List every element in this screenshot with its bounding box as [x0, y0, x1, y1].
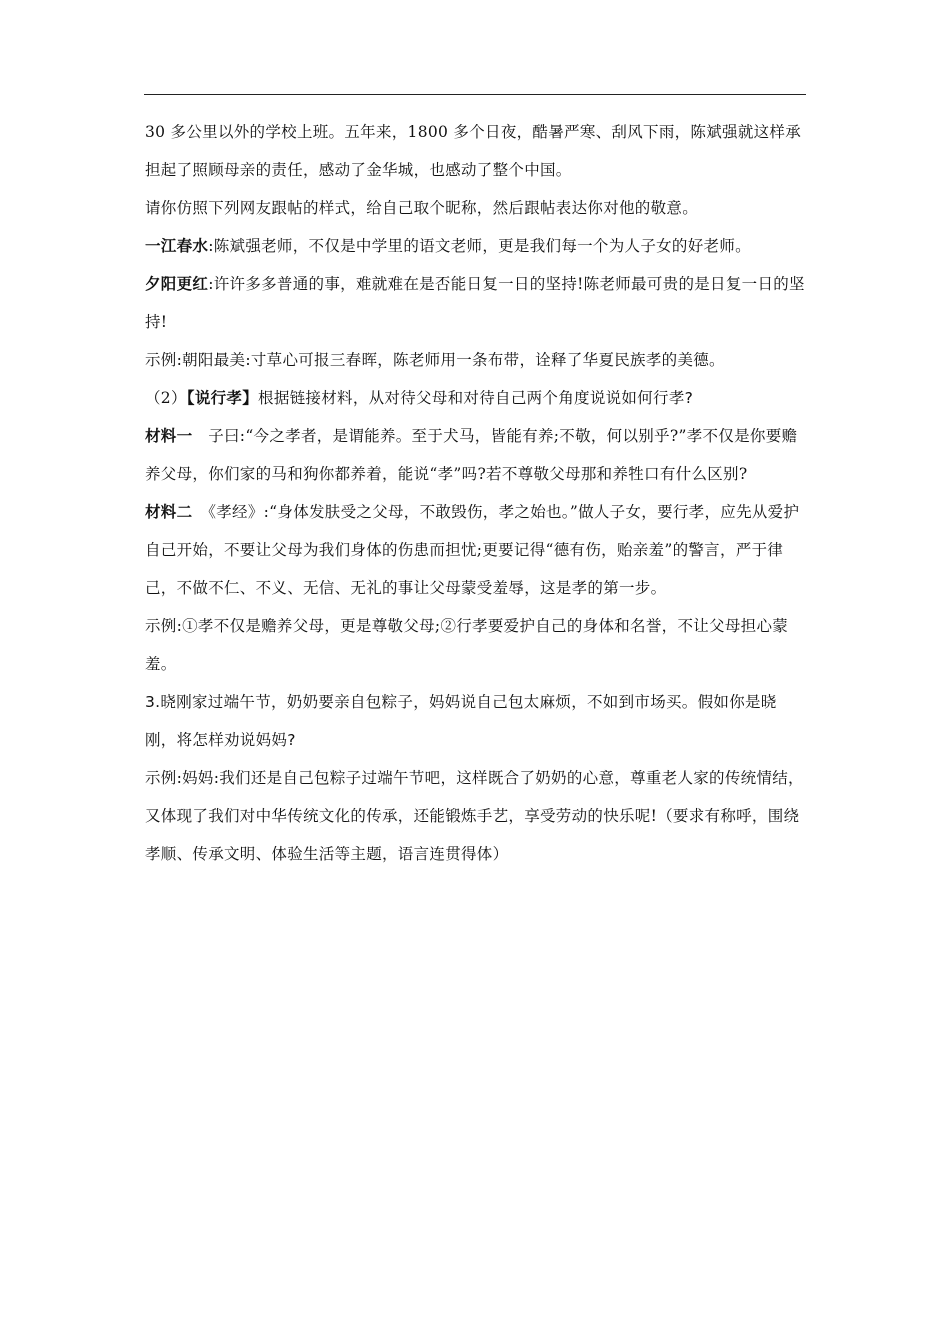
answer-example-2	[145, 607, 807, 683]
question-tag: 【说行孝】	[186, 389, 259, 407]
instruction-text: 请你仿照下列网友跟帖的样式，给自己取个昵称，然后跟帖表达你对他的敬意。	[145, 199, 699, 217]
netizen-post-1	[145, 227, 807, 265]
header-rule	[144, 94, 806, 95]
question-3	[145, 683, 807, 759]
question-text: 3.晓刚家过端午节，奶奶要亲自包粽子，妈妈说自己包太麻烦，不如到市场买。假如你是晓刚，将怎样劝说妈妈?	[145, 693, 777, 749]
material-text: 《孝经》:“身体发肤受之父母，不敢毁伤，孝之始也。”做人子女，要行孝，应先从爱护自己开始，不要让父母为我们身体的伤患而担忧;更要记得“德有伤，贻亲羞”的警言，严于律己，不做不仁、不义、无信、无礼的事让父母蒙受羞辱，这是孝的第一步。	[145, 503, 800, 597]
question-2	[145, 379, 807, 417]
question-text: 根据链接材料，从对待父母和对待自己两个角度说说如何行孝?	[258, 389, 694, 407]
example-text: 示例:妈妈:我们还是自己包粽子过端午节吧，这样既合了奶奶的心意，尊重老人家的传统情结，又体现了我们对中华传统文化的传承，还能锻炼手艺，享受劳动的快乐呢!（要求有称呼，围绕孝顺、传承文明、体验生活等主题，语言连贯得体）	[145, 769, 804, 863]
answer-example-1	[145, 341, 807, 379]
post-nickname: 夕阳更红	[145, 275, 209, 293]
paragraph-instruction	[145, 189, 807, 227]
material-1	[145, 417, 807, 493]
example-text: 示例:①孝不仅是赡养父母，更是尊敬父母;②行孝要爱护自己的身体和名誉，不让父母担心蒙羞。	[145, 617, 789, 673]
material-label: 材料二	[145, 503, 193, 521]
question-number: （2）	[145, 389, 187, 407]
post-text: :许许多多普通的事，难就难在是否能日复一日的坚持!陈老师最可贵的是日复一日的坚持!	[145, 275, 805, 331]
post-text: :陈斌强老师，不仅是中学里的语文老师，更是我们每一个为人子女的好老师。	[208, 237, 751, 255]
material-2	[145, 493, 807, 607]
document-body	[145, 113, 807, 873]
answer-example-3	[145, 759, 807, 873]
material-label: 材料一	[145, 427, 193, 445]
paragraph-text: 30 多公里以外的学校上班。五年来，1800 多个日夜，酷暑严寒、刮风下雨，陈斌强就这样承担起了照顾母亲的责任，感动了金华城，也感动了整个中国。	[145, 123, 802, 179]
post-nickname: 一江春水	[145, 237, 209, 255]
netizen-post-2	[145, 265, 807, 341]
example-text: 示例:朝阳最美:寸草心可报三春晖，陈老师用一条布带，诠释了华夏民族孝的美德。	[145, 351, 725, 369]
paragraph-story-continuation	[145, 113, 807, 189]
material-text: 子曰:“今之孝者，是谓能养。至于犬马，皆能有养;不敬，何以别乎?”孝不仅是你要赡养父母，你们家的马和狗你都养着，能说“孝”吗?若不尊敬父母那和养牲口有什么区别?	[145, 427, 798, 483]
